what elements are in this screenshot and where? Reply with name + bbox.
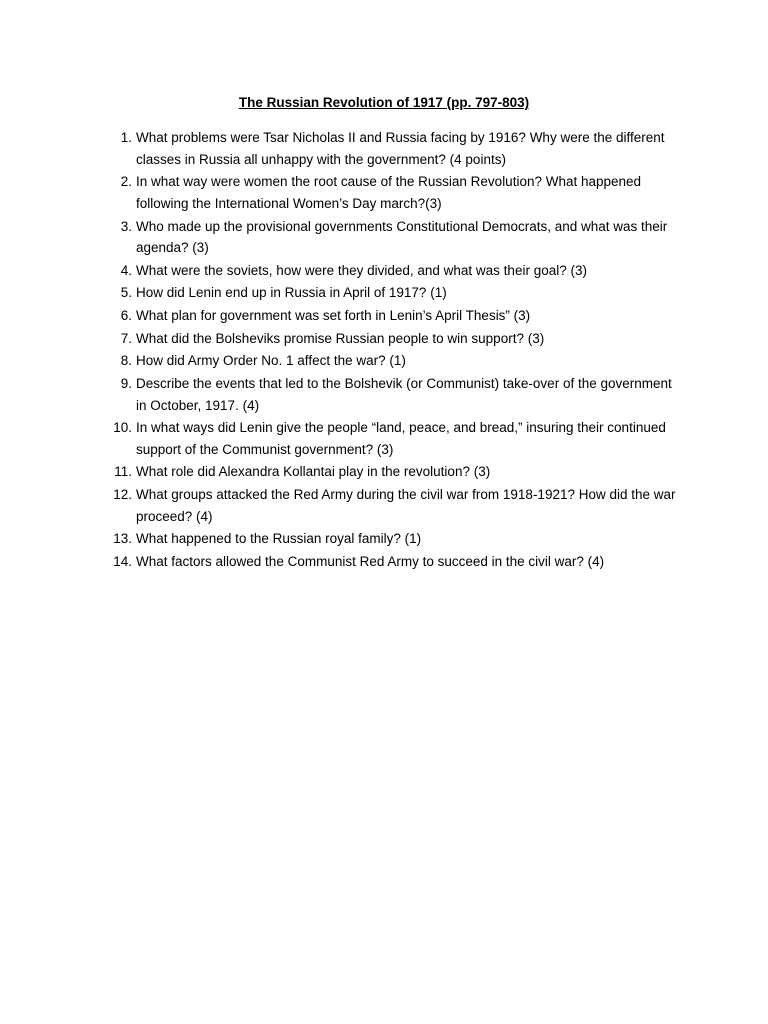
question-text: What role did Alexandra Kollantai play in the revolution? (3) xyxy=(136,464,491,480)
question-item xyxy=(0,373,768,416)
question-number: 6. xyxy=(120,308,132,324)
question-text: Who made up the provisional governments Constitutional Democrats, and what was their agenda? (3) xyxy=(136,218,668,256)
question-item xyxy=(0,171,768,214)
question-item xyxy=(0,417,768,460)
question-text: In what way were women the root cause of the Russian Revolution? What happened following the International Women’s Day march?(3) xyxy=(136,174,642,211)
question-text: How did Lenin end up in Russia in April of 1917? (1) xyxy=(136,285,447,301)
question-text: What did the Bolsheviks promise Russian people to win support? (3) xyxy=(136,330,545,346)
question-text: What were the soviets, how were they divided, and what was their goal? (3) xyxy=(136,262,587,278)
question-number: 11. xyxy=(114,464,132,480)
question-number: 8. xyxy=(120,353,132,369)
question-text: In what ways did Lenin give the people “land, peace, and bread,” insuring their continued support of the Communist government? (3) xyxy=(136,420,666,457)
question-item xyxy=(0,350,768,372)
question-item xyxy=(0,528,768,550)
question-item xyxy=(0,282,768,304)
question-item xyxy=(0,127,768,170)
question-text: What problems were Tsar Nicholas II and Russia facing by 1916? Why were the different classes in Russia all unhappy with the government? (4 points) xyxy=(136,130,665,167)
question-item xyxy=(0,305,768,327)
question-item xyxy=(0,484,768,527)
question-item xyxy=(0,216,768,259)
question-number: 12. xyxy=(113,487,132,503)
question-item xyxy=(0,551,768,573)
question-item xyxy=(0,461,768,483)
question-number: 5. xyxy=(120,285,132,301)
question-number: 3. xyxy=(120,218,132,234)
question-text: What plan for government was set forth in Lenin’s April Thesis” (3) xyxy=(136,308,531,324)
question-number: 9. xyxy=(120,375,132,391)
question-text: How did Army Order No. 1 affect the war? (1) xyxy=(136,353,406,369)
question-number: 10. xyxy=(113,420,132,436)
question-list xyxy=(0,127,768,574)
question-item xyxy=(0,328,768,350)
question-item xyxy=(0,260,768,282)
question-number: 4. xyxy=(120,262,132,278)
question-number: 13. xyxy=(113,531,132,547)
document-title: The Russian Revolution of 1917 (pp. 797-803) xyxy=(238,95,530,110)
question-text: What happened to the Russian royal family? (1) xyxy=(136,531,422,547)
question-number: 1. xyxy=(120,130,132,145)
question-number: 14. xyxy=(113,553,132,569)
question-text: What groups attacked the Red Army during the civil war from 1918-1921? How did the war proceed? (4) xyxy=(136,487,676,524)
question-text: What factors allowed the Communist Red Army to succeed in the civil war? (4) xyxy=(136,553,605,569)
question-number: 2. xyxy=(120,174,132,190)
question-text: Describe the events that led to the Bolshevik (or Communist) take-over of the government in October, 1917. (4) xyxy=(136,375,672,413)
question-number: 7. xyxy=(120,330,132,346)
